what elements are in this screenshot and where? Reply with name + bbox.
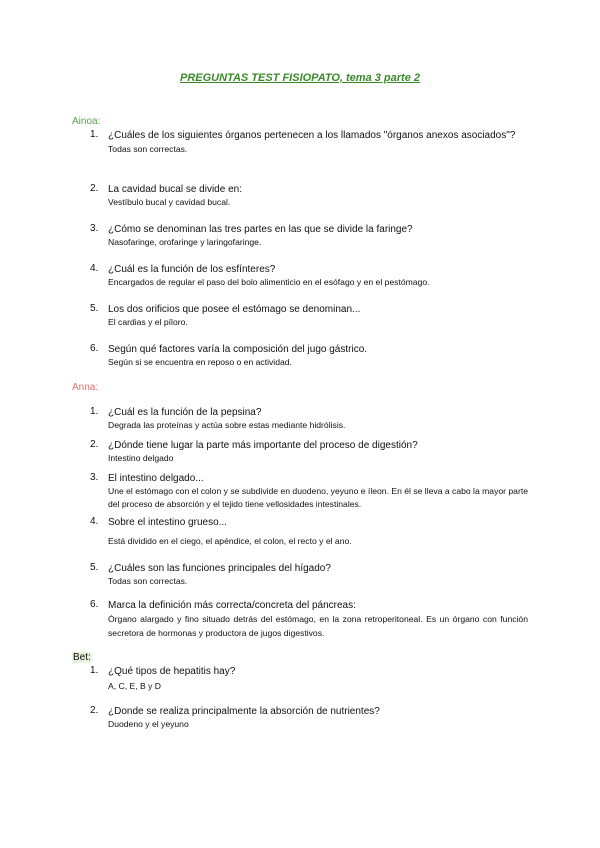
document-title: PREGUNTAS TEST FISIOPATO, tema 3 parte 2	[179, 72, 420, 84]
question-number: 5.	[90, 303, 99, 314]
answer-text: Duodeno y el yeyuno	[108, 719, 189, 729]
question-text: Sobre el intestino grueso...	[108, 517, 227, 528]
question-text: ¿Cómo se denominan las tres partes en las que se divide la faringe?	[108, 224, 413, 235]
question-number: 2.	[90, 183, 99, 194]
question-item	[90, 562, 528, 588]
question-item	[90, 599, 528, 640]
question-number: 3.	[90, 223, 99, 234]
question-item	[90, 303, 528, 329]
answer-text: Une el estómago con el colon y se subdivide en duodeno, yeyuno e íleon. En él se lleva a cabo la mayor parte del proceso de absorción y el tejido tiene vellosidades intestinales.	[108, 486, 528, 509]
question-item	[90, 129, 528, 156]
section-label-ainoa: Ainoa:	[72, 116, 101, 127]
question-number: 6.	[90, 343, 99, 354]
answer-text: Órgano alargado y fino situado detrás del estómago, en la zona retroperitoneal. Es un órgano con función secretora de hormonas y productora de jugos digestivos.	[108, 614, 528, 638]
answer-text: Intestino delgado	[108, 453, 174, 463]
answer-text: A, C, E, B y D	[108, 681, 162, 691]
section-label-anna: Anna:	[72, 382, 99, 393]
question-text: Según qué factores varía la composición del jugo gástrico.	[108, 344, 368, 355]
question-number: 1.	[90, 406, 99, 417]
section-label-bet: Bet:	[73, 652, 91, 663]
answer-text: El cardias y el píloro.	[108, 317, 188, 327]
answer-text: Todas son correctas.	[108, 144, 188, 154]
question-item	[90, 223, 528, 249]
question-item	[90, 705, 528, 731]
question-number: 4.	[90, 263, 99, 274]
question-number: 4.	[90, 516, 99, 527]
question-item	[90, 665, 528, 693]
question-text: ¿Cuáles son las funciones principales del hígado?	[108, 563, 331, 574]
answer-text: Según si se encuentra en reposo o en actividad.	[108, 357, 292, 367]
question-text: La cavidad bucal se divide en:	[108, 184, 242, 195]
question-text: ¿Dónde tiene lugar la parte más importante del proceso de digestión?	[108, 440, 418, 451]
question-text: El intestino delgado...	[108, 473, 204, 484]
question-item	[90, 472, 528, 510]
answer-text: Vestíbulo bucal y cavidad bucal.	[108, 197, 231, 207]
question-text: Los dos orificios que posee el estómago se denominan...	[108, 304, 361, 315]
question-number: 5.	[90, 562, 99, 573]
question-number: 2.	[90, 439, 99, 450]
answer-text: Nasofaringe, orofaringe y laringofaringe.	[108, 237, 262, 247]
question-text: Marca la definición más correcta/concreta del páncreas:	[108, 600, 356, 611]
question-number: 3.	[90, 472, 99, 483]
question-item	[90, 263, 528, 289]
question-item	[90, 343, 528, 369]
answer-text: Encargados de regular el paso del bolo alimenticio en el esófago y en el pestómago.	[108, 277, 430, 287]
question-item	[90, 439, 528, 465]
question-text: ¿Cuál es la función de la pepsina?	[108, 407, 262, 418]
question-number: 1.	[90, 129, 99, 140]
question-number: 6.	[90, 599, 99, 610]
answer-text: Todas son correctas.	[108, 576, 188, 586]
question-text: ¿Qué tipos de hepatitis hay?	[108, 666, 236, 677]
answer-text: Está dividido en el ciego, el apéndice, el colon, el recto y el ano.	[108, 536, 352, 546]
question-text: ¿Donde se realiza principalmente la absorción de nutrientes?	[108, 706, 380, 717]
question-text: ¿Cuáles de los siguientes órganos pertenecen a los llamados "órganos anexos asociados"?	[108, 130, 516, 141]
question-text: ¿Cuál es la función de los esfínteres?	[108, 264, 276, 275]
question-item	[90, 406, 528, 432]
question-item	[90, 516, 528, 548]
answer-text: Degrada las proteínas y actúa sobre estas mediante hidrólisis.	[108, 420, 346, 430]
question-number: 2.	[90, 705, 99, 716]
question-number: 1.	[90, 665, 99, 676]
question-item	[90, 183, 528, 209]
